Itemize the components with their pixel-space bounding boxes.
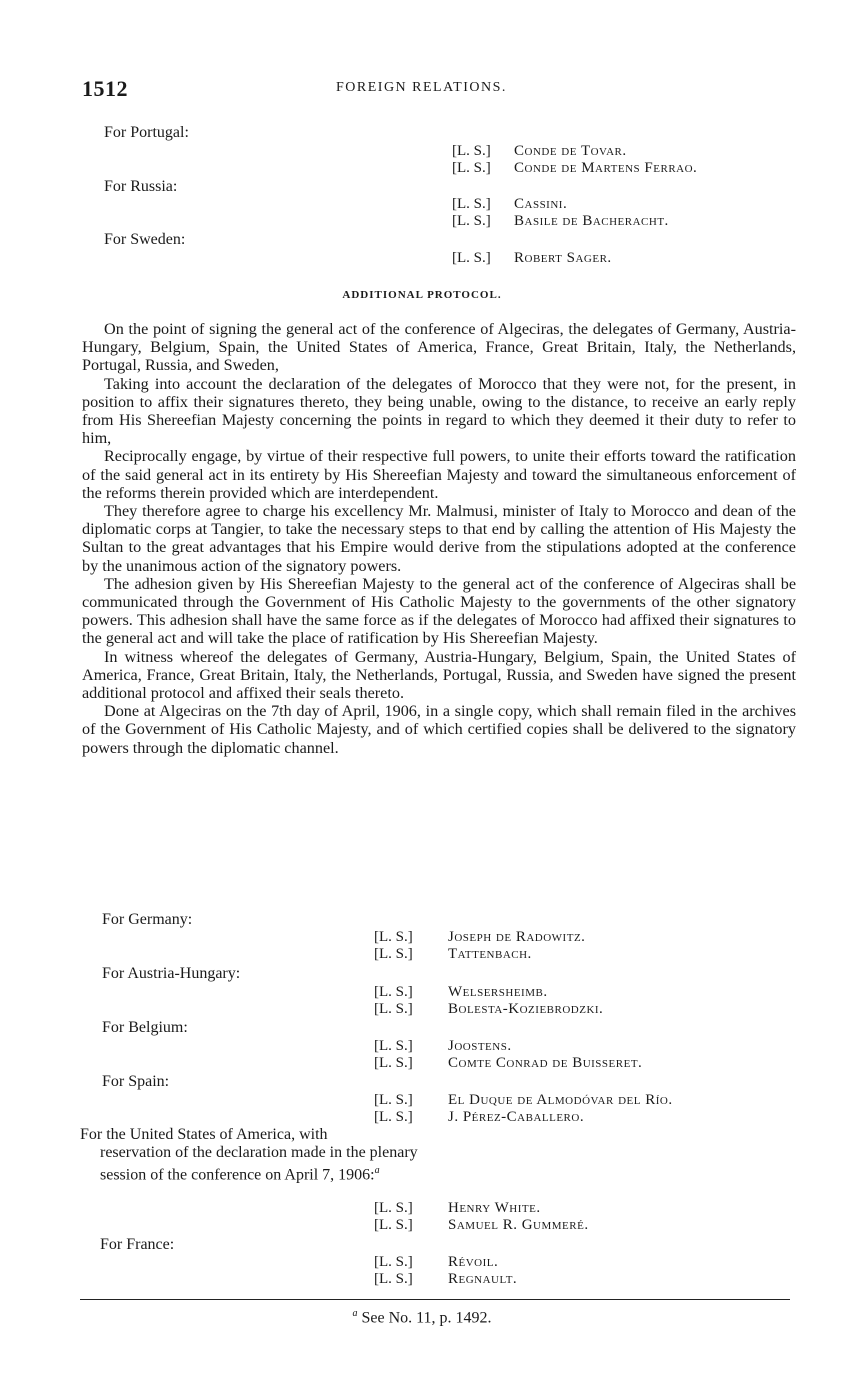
country-label: For Spain: [102, 1073, 170, 1090]
signer-name: Joseph de Radowitz. [448, 929, 586, 945]
signer-name: Henry White. [448, 1200, 541, 1216]
country-label-united-states [80, 1126, 440, 1184]
signer-name: Regnault. [448, 1271, 518, 1287]
signer-name: Cassini. [514, 196, 568, 212]
signature-row [374, 1092, 673, 1109]
country-label: For Germany: [102, 911, 193, 928]
seal-mark: [L. S.] [374, 1001, 413, 1017]
signer-name: Welsersheimb. [448, 984, 548, 1000]
country-label: For Belgium: [102, 1019, 188, 1036]
paragraph: Done at Algeciras on the 7th day of April, 1906, in a single copy, which shall remain filed in the archives of the Government of His Catholic Majesty, and of which certified copies shall be delivered to the signatory powers through the diplomatic channel. [82, 702, 796, 757]
paragraph: Reciprocally engage, by virtue of their respective full powers, to unite their efforts toward the ratification of the said general act in its entirety by His Shereefian Majesty and toward the simultaneous enforcement of the reforms therein provided which are interdependent. [82, 447, 796, 502]
seal-mark: [L. S.] [374, 1038, 413, 1054]
footnote-marker: a [352, 1308, 358, 1319]
seal-mark: [L. S.] [374, 1109, 413, 1125]
signer-name: El Duque de Almodóvar del Río. [448, 1092, 673, 1108]
signer-name: Bolesta-Koziebrodzki. [448, 1001, 604, 1017]
seal-mark: [L. S.] [374, 929, 413, 945]
signer-name: J. Pérez-Caballero. [448, 1109, 585, 1125]
protocol-body [82, 320, 796, 757]
signature-row [374, 1038, 512, 1055]
seal-mark: [L. S.] [374, 1200, 413, 1216]
paragraph: On the point of signing the general act of the conference of Algeciras, the delegates of Germany, Austria-Hungary, Belgium, Spain, the United States of America, France, Great Britain, Italy, the Netherlands, Portugal, Russia, and Sweden, [82, 320, 796, 375]
signature-row [374, 1055, 642, 1072]
running-head: FOREIGN RELATIONS. [336, 80, 507, 95]
seal-mark: [L. S.] [374, 946, 413, 962]
signature-row [374, 1254, 498, 1271]
signer-name: Comte Conrad de Buisseret. [448, 1055, 643, 1071]
signature-row [374, 1271, 517, 1288]
signer-name: Conde de Tovar. [514, 143, 627, 159]
signer-name: Tattenbach. [448, 946, 532, 962]
country-label-continuation: reservation of the declaration made in the plenary session of the conference on April 7, 1906:$^a$ [100, 1144, 418, 1184]
signature-row [452, 160, 697, 177]
seal-mark: [L. S.] [452, 213, 491, 229]
seal-mark: [L. S.] [452, 160, 491, 176]
country-label: For Austria-Hungary: [102, 965, 241, 982]
signer-name: Basile de Bacheracht. [514, 213, 669, 229]
signature-row [374, 1109, 584, 1126]
footnote-marker: a [374, 1165, 380, 1176]
footnote [0, 1308, 844, 1327]
signature-row [452, 196, 567, 213]
seal-mark: [L. S.] [374, 1254, 413, 1270]
signer-name: Conde de Martens Ferrao. [514, 160, 698, 176]
paragraph: They therefore agree to charge his excellency Mr. Malmusi, minister of Italy to Morocco and dean of the diplomatic corps at Tangier, to take the necessary steps to that end by calling the attention of His Majesty the Sultan to the great advantages that his Empire would derive from the stipulations adopted at the conference by the unanimous action of the signatory powers. [82, 502, 796, 575]
seal-mark: [L. S.] [374, 1055, 413, 1071]
signature-row [374, 1200, 541, 1217]
seal-mark: [L. S.] [374, 1092, 413, 1108]
country-label: For France: [100, 1236, 175, 1253]
page-number: 1512 [82, 76, 128, 101]
country-label: For Russia: [104, 178, 178, 195]
country-label-line: For the United States of America, with [80, 1126, 328, 1143]
seal-mark: [L. S.] [452, 143, 491, 159]
signature-row [374, 929, 585, 946]
signature-row [452, 143, 627, 160]
seal-mark: [L. S.] [452, 196, 491, 212]
seal-mark: [L. S.] [374, 1271, 413, 1287]
signer-name: Robert Sager. [514, 250, 612, 266]
signer-name: Samuel R. Gummeré. [448, 1217, 589, 1233]
signature-row [452, 250, 612, 267]
paragraph: In witness whereof the delegates of Germany, Austria-Hungary, Belgium, Spain, the United States of America, France, Great Britain, Italy, the Netherlands, Portugal, Russia, and Sweden have signed the present additional protocol and affixed their seals thereto. [82, 647, 796, 703]
footnote-divider [80, 1299, 790, 1300]
signature-row [374, 1001, 603, 1018]
signer-name: Révoil. [448, 1254, 499, 1270]
paragraph: Taking into account the declaration of the delegates of Morocco that they were not, for the present, in position to affix their signatures thereto, they being unable, owing to the distance, to receive an early reply from His Shereefian Majesty concerning the points in regard to which they deemed it their duty to refer to him, [82, 374, 796, 448]
footnote-text: See No. 11, p. 1492. [361, 1309, 492, 1327]
seal-mark: [L. S.] [374, 984, 413, 1000]
seal-mark: [L. S.] [452, 250, 491, 266]
country-label: For Sweden: [104, 231, 186, 248]
signature-row [374, 984, 548, 1001]
signature-row [374, 946, 532, 963]
country-label: For Portugal: [104, 124, 189, 141]
section-heading: ADDITIONAL PROTOCOL. [342, 289, 502, 301]
signature-row [374, 1217, 589, 1234]
paragraph: The adhesion given by His Shereefian Majesty to the general act of the conference of Algeciras shall be communicated through the Government of His Catholic Majesty to the governments of the other signatory powers. This adhesion shall have the same force as if the delegates of Morocco had affixed their signatures to the general act and will take the place of ratification by His Shereefian Majesty. [82, 574, 796, 648]
seal-mark: [L. S.] [374, 1217, 413, 1233]
signature-row [452, 213, 669, 230]
signer-name: Joostens. [448, 1038, 512, 1054]
